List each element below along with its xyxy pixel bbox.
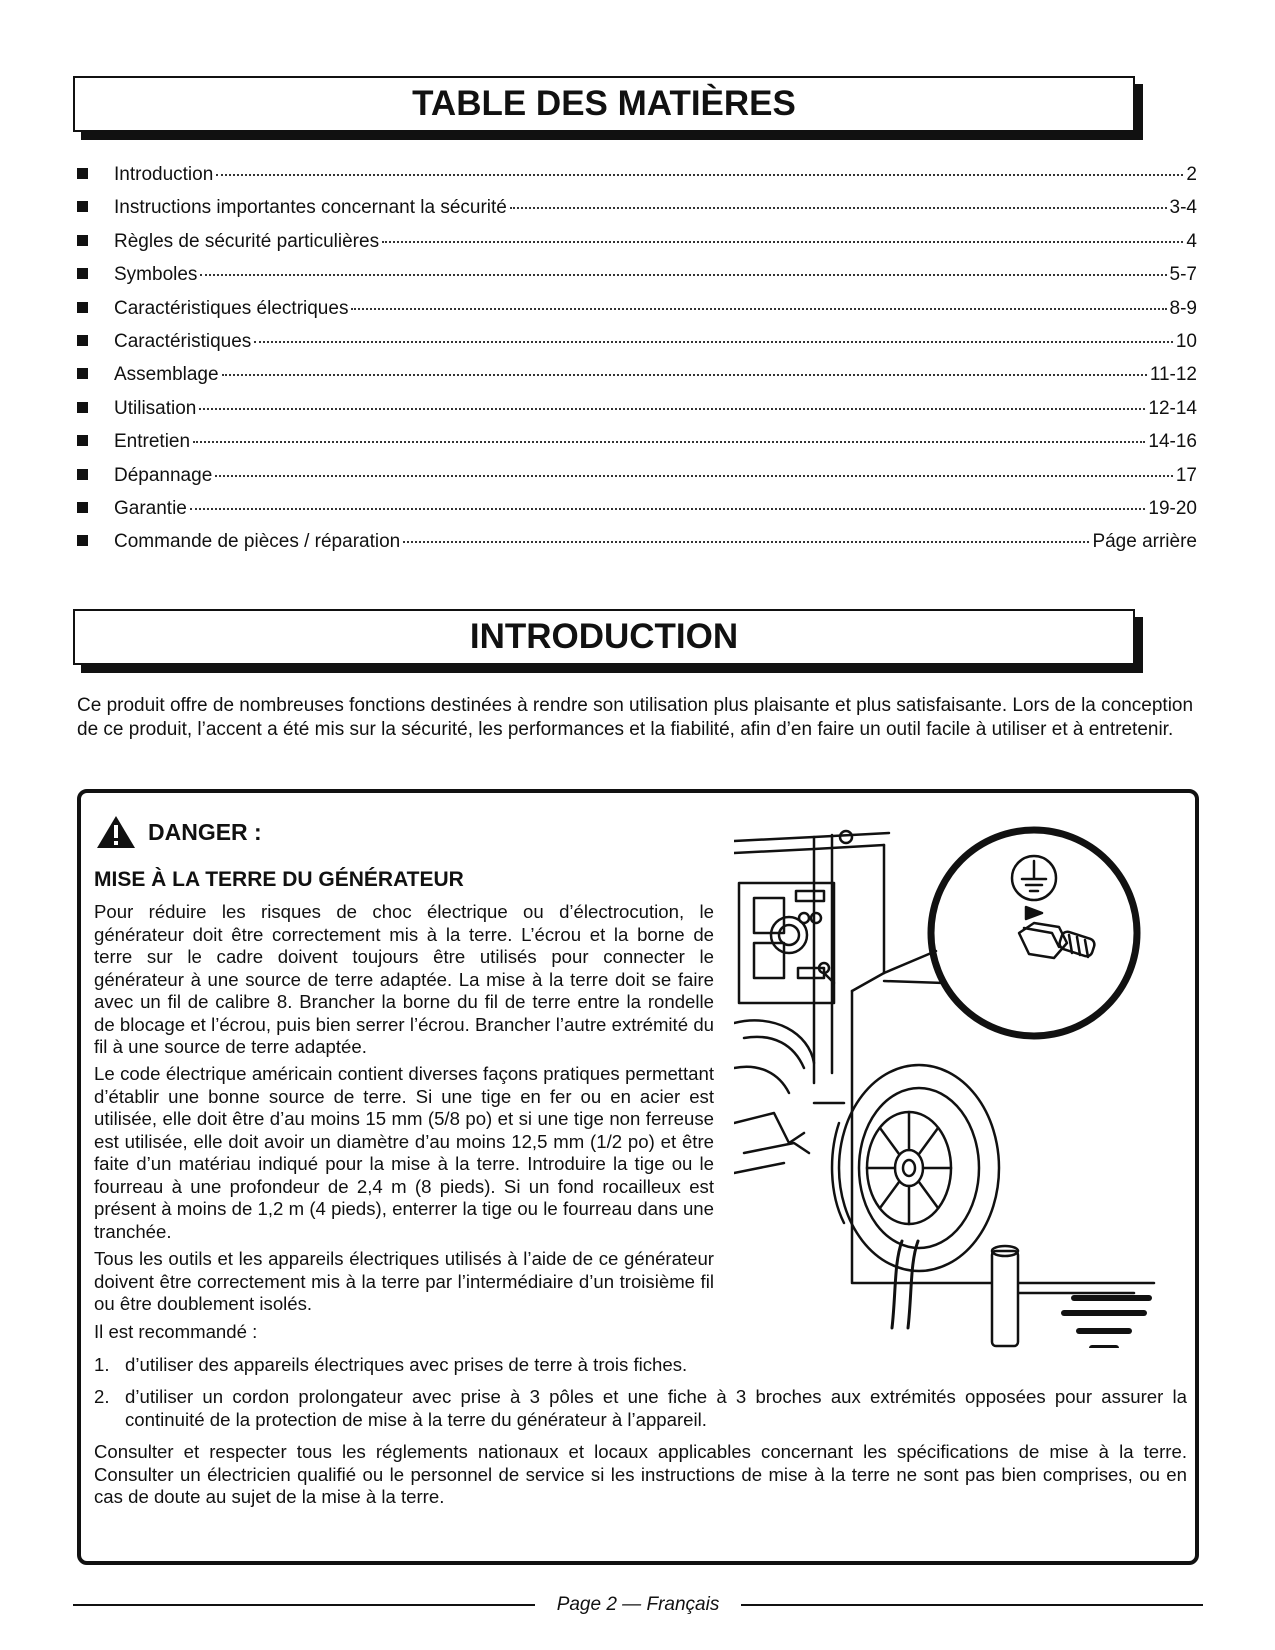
toc-item [77, 264, 1197, 297]
danger-paragraph-2: Le code électrique américain contient diverses façons pratiques permettant d’établir une bonne source de terre. Si une tige en fer ou en acier est utilisée, elle doit être d’au moins 15 mm (5/8 po) et si une tige non ferreuse est utilisée, elle doit avoir un diamètre d’au moins 12,5 mm (1/2 po) et être faite d’un matériau indiqué pour la mise à la terre. Introduire la tige ou le fourreau à une profondeur de 2,4 m (8 pieds). Si un fond rocailleux est présent à moins de 1,2 m (4 pieds), enterrer la tige ou le fourreau dans une tranchée. [94, 1063, 714, 1242]
toc-item-page: 3-4 [1169, 197, 1197, 219]
toc-item-title: Utilisation [114, 397, 197, 419]
toc-header-box [73, 76, 1135, 132]
toc-item-title: Entretien [114, 431, 191, 453]
bullet-icon [77, 435, 88, 446]
list-number: 1. [94, 1354, 110, 1375]
danger-paragraph-1: Pour réduire les risques de choc électrique ou d’électrocution, le générateur doit être correctement mis à la terre. L’écrou et la borne de terre sur le cadre doivent toujours être utilisés pour connecter le générateur à une source de terre adaptée. La mise à la terre doit se faire avec un fil de calibre 8. Brancher la borne du fil de terre entre la rondelle de blocage et l’écrou, puis bien serrer l’écrou. Brancher l’autre extrémité du fil à une source de terre adaptée. [94, 901, 714, 1057]
toc-item-page: 4 [1186, 230, 1197, 252]
toc-dot-leader [193, 441, 1145, 443]
toc-item [77, 465, 1197, 498]
toc-dot-leader [403, 541, 1089, 543]
intro-paragraph: Ce produit offre de nombreuses fonctions destinées à rendre son utilisation plus plaisante et plus satisfaisante. Lors de la conception de ce produit, l’accent a été mis sur la sécurité, les performances et la fiabilité, afin d’en faire un outil facile à utiliser et à entretenir. [77, 695, 1194, 740]
bullet-icon [77, 535, 88, 546]
warning-triangle-icon [96, 815, 136, 849]
toc-dot-leader [222, 374, 1147, 376]
footer-rule-right [741, 1604, 1203, 1606]
danger-paragraph-3: Tous les outils et les appareils électriques utilisés à l’aide de ce générateur doivent être correctement mis à la terre par l’intermédiaire d’un troisième fil ou être doublement isolés. [94, 1248, 714, 1314]
toc-dot-leader [382, 241, 1183, 243]
bullet-icon [77, 402, 88, 413]
toc-item-title: Caractéristiques [114, 330, 252, 352]
toc-item-title: Symboles [114, 264, 198, 286]
toc-item-page: 19-20 [1148, 497, 1197, 519]
list-item [94, 1354, 1187, 1377]
toc-heading: TABLE DES MATIÈRES [412, 84, 796, 123]
toc-dot-leader [351, 308, 1166, 310]
toc-item-title: Assemblage [114, 364, 219, 386]
toc-item-title: Garantie [114, 497, 187, 519]
toc-item [77, 431, 1197, 464]
toc-dot-leader [190, 508, 1146, 510]
toc-item-page: 5-7 [1169, 264, 1197, 286]
toc-item-page: 2 [1186, 164, 1197, 185]
toc-dot-leader [200, 274, 1166, 276]
toc-item-page: 12-14 [1148, 397, 1197, 419]
toc-item [77, 531, 1197, 564]
bullet-icon [77, 168, 88, 179]
toc-item [77, 298, 1197, 331]
toc-item [77, 331, 1197, 364]
list-text: d’utiliser un cordon prolongateur avec prise à 3 pôles et une fiche à 3 broches aux extrémités opposées pour assurer la continuité de la protection de mise à la terre du générateur à l’appareil. [125, 1386, 1187, 1430]
bullet-icon [77, 235, 88, 246]
danger-paragraph-4: Il est recommandé : [94, 1321, 258, 1342]
toc-dot-leader [254, 341, 1173, 343]
danger-box [77, 789, 1199, 1565]
toc-dot-leader [510, 207, 1167, 209]
generator-grounding-illustration [734, 823, 1164, 1348]
toc-dot-leader [216, 174, 1183, 176]
toc-item-title: Commande de pièces / réparation [114, 531, 401, 553]
bullet-icon [77, 502, 88, 513]
toc-item-title: Introduction [114, 164, 214, 185]
bullet-icon [77, 335, 88, 346]
danger-paragraph-5: Consulter et respecter tous les réglements nationaux et locaux applicables concernant les spécifications de mise à la terre. Consulter un électricien qualifié ou le personnel de service si les instructions de mise à la terre ne sont pas bien comprises, ou en cas de doute au sujet de la mise à la terre. [94, 1441, 1187, 1507]
toc-item-title: Instructions importantes concernant la sécurité [114, 197, 507, 219]
toc-item-page: 11-12 [1149, 364, 1197, 386]
toc-dot-leader [215, 475, 1173, 477]
footer-label: Page 2 — Français [556, 1594, 720, 1615]
toc-item-title: Caractéristiques électriques [114, 297, 349, 319]
intro-heading: INTRODUCTION [469, 617, 739, 656]
danger-subheading: MISE À LA TERRE DU GÉNÉRATEUR [94, 868, 464, 891]
footer-rule-left [73, 1604, 535, 1606]
toc-item [77, 398, 1197, 431]
toc-item [77, 364, 1197, 397]
danger-title [96, 815, 262, 849]
toc-item-page: 10 [1175, 330, 1197, 352]
bullet-icon [77, 302, 88, 313]
bullet-icon [77, 469, 88, 480]
toc-item [77, 164, 1197, 197]
intro-header-box [73, 609, 1135, 665]
bullet-icon [77, 368, 88, 379]
toc-dot-leader [199, 408, 1145, 410]
toc-item [77, 231, 1197, 264]
list-text: d’utiliser des appareils électriques avec prises de terre à trois fiches. [125, 1354, 688, 1375]
page-footer [73, 1592, 1203, 1618]
toc-list [77, 164, 1197, 565]
toc-item [77, 498, 1197, 531]
toc-item-title: Dépannage [114, 464, 213, 486]
list-item [94, 1386, 1187, 1431]
toc-item-page: 14-16 [1148, 431, 1197, 453]
danger-label: DANGER : [148, 818, 262, 845]
list-number: 2. [94, 1386, 110, 1407]
toc-item [77, 197, 1197, 230]
bullet-icon [77, 201, 88, 212]
toc-item-title: Règles de sécurité particulières [114, 230, 380, 252]
toc-item-page: Páge arrière [1092, 531, 1197, 553]
bullet-icon [77, 268, 88, 279]
toc-item-page: 17 [1175, 464, 1197, 486]
toc-item-page: 8-9 [1169, 297, 1197, 319]
